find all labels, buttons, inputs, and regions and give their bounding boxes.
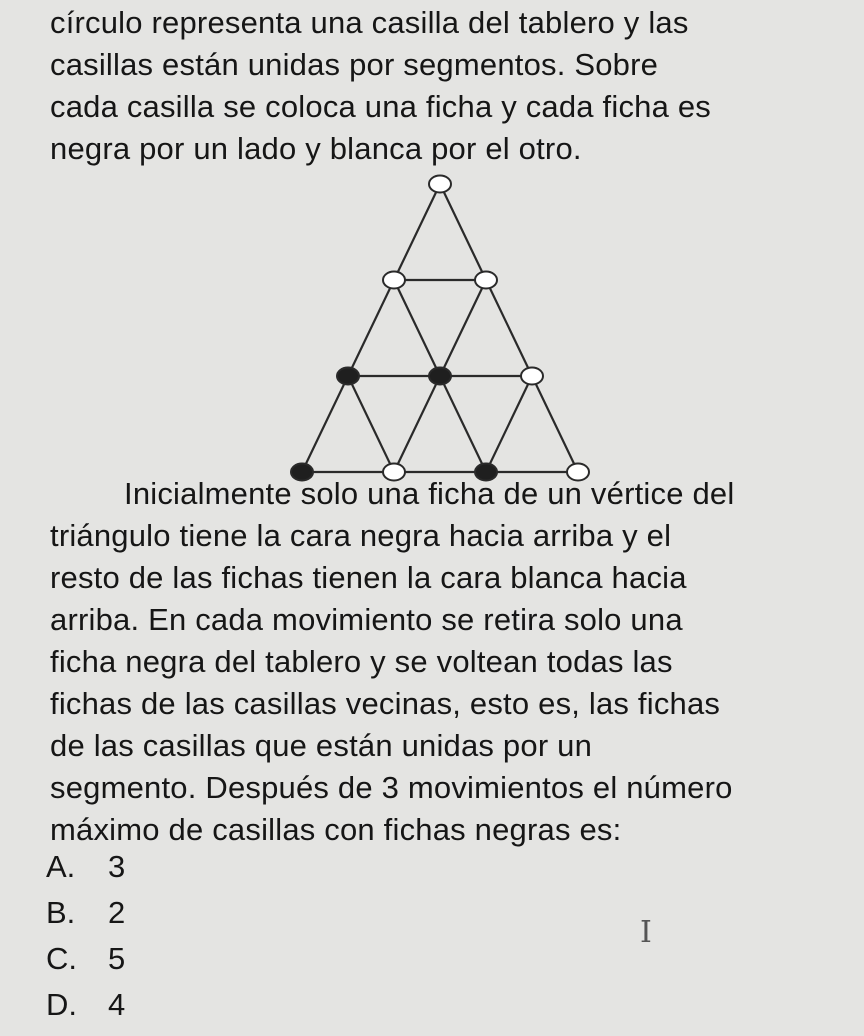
- board-cell-white: [383, 272, 405, 289]
- intro-line: cada casilla se coloca una ficha y cada ficha es: [50, 89, 711, 124]
- problem-intro-text: [50, 2, 818, 170]
- answer-options: [46, 844, 125, 1028]
- board-segment: [394, 184, 440, 280]
- board-segment: [440, 376, 486, 472]
- intro-line: casillas están unidas por segmentos. Sobre: [50, 47, 659, 82]
- rules-line: triángulo tiene la cara negra hacia arriba y el: [50, 518, 672, 553]
- board-segment: [302, 376, 348, 472]
- board-segment: [440, 280, 486, 376]
- option-letter: C.: [46, 941, 77, 976]
- option-value: 3: [108, 849, 126, 884]
- option-letter: B.: [46, 895, 76, 930]
- option-value: 5: [108, 941, 126, 976]
- intro-line: círculo representa una casilla del tablero y las: [50, 5, 689, 40]
- rules-line: resto de las fichas tienen la cara blanca hacia: [50, 560, 687, 595]
- board-cell-black: [429, 368, 451, 385]
- option-letter: D.: [46, 987, 77, 1022]
- option-letter: A.: [46, 849, 76, 884]
- board-cell-white: [521, 368, 543, 385]
- board-cell-white: [475, 272, 497, 289]
- triangle-board-diagram: [280, 162, 600, 482]
- board-segment: [348, 376, 394, 472]
- board-segment: [532, 376, 578, 472]
- rules-line: arriba. En cada movimiento se retira solo una: [50, 602, 683, 637]
- rules-line: segmento. Después de 3 movimientos el número: [50, 770, 733, 805]
- board-segment: [394, 280, 440, 376]
- problem-rules-text: [50, 473, 818, 851]
- board-segment: [394, 376, 440, 472]
- rules-line: fichas de las casillas vecinas, esto es, las fichas: [50, 686, 721, 721]
- board-segment: [348, 280, 394, 376]
- rules-line: ficha negra del tablero y se voltean todas las: [50, 644, 673, 679]
- option-value: 4: [108, 987, 126, 1022]
- text-cursor-icon: I: [640, 915, 652, 950]
- rules-line: Inicialmente solo una ficha de un vértice del: [124, 476, 735, 511]
- option-b[interactable]: [46, 890, 125, 936]
- option-c[interactable]: [46, 936, 125, 982]
- board-cell-black: [337, 368, 359, 385]
- board-segment: [486, 376, 532, 472]
- option-value: 2: [108, 895, 126, 930]
- intro-line: negra por un lado y blanca por el otro.: [50, 131, 582, 166]
- board-segment: [440, 184, 486, 280]
- board-segment: [486, 280, 532, 376]
- rules-line: de las casillas que están unidas por un: [50, 728, 593, 763]
- option-d[interactable]: [46, 982, 125, 1028]
- board-cell-white: [429, 176, 451, 193]
- option-a[interactable]: [46, 844, 125, 890]
- rules-line: máximo de casillas con fichas negras es:: [50, 812, 622, 847]
